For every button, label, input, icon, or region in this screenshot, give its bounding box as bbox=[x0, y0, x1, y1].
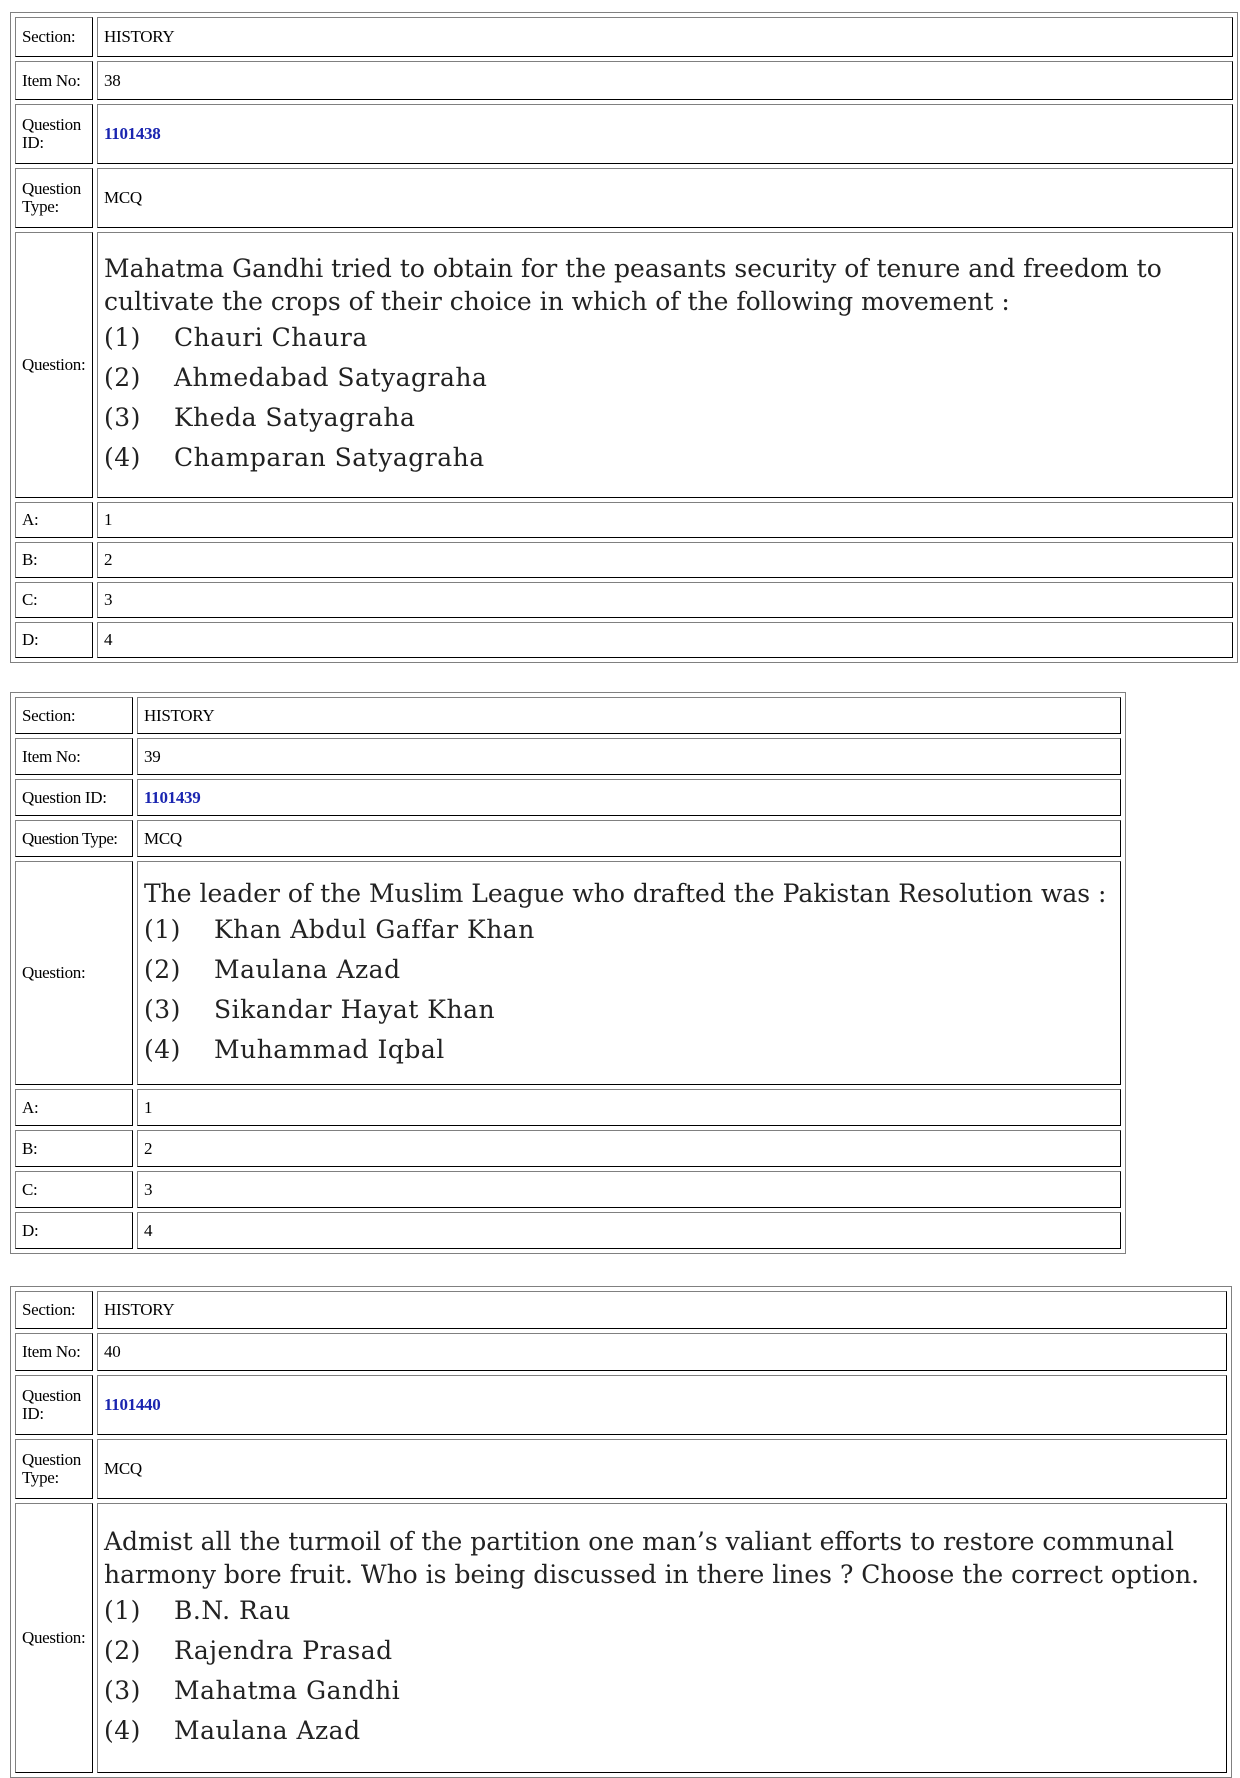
question-id-value: 1101440 bbox=[97, 1375, 1227, 1435]
section-value: HISTORY bbox=[97, 17, 1233, 57]
section-label: Section: bbox=[15, 17, 93, 57]
question-type-label: Question Type: bbox=[15, 168, 93, 228]
item-no-value: 38 bbox=[97, 61, 1233, 100]
question-id-value: 1101439 bbox=[137, 779, 1121, 816]
option-item: (1) B.N. Rau bbox=[104, 1596, 291, 1625]
answer-d-label: D: bbox=[15, 1212, 133, 1249]
question-type-value: MCQ bbox=[97, 1439, 1227, 1499]
question-label: Question: bbox=[15, 232, 93, 498]
option-item: (2) Ahmedabad Satyagraha bbox=[104, 363, 488, 392]
question-label: Question: bbox=[15, 1503, 93, 1773]
answer-a-value: 1 bbox=[137, 1089, 1121, 1126]
answer-d-value: 4 bbox=[137, 1212, 1121, 1249]
answer-d-label: D: bbox=[15, 622, 93, 658]
question-type-label: Question Type: bbox=[15, 820, 133, 857]
option-item: (2) Rajendra Prasad bbox=[104, 1636, 393, 1665]
question-text: Admist all the turmoil of the partition one man’s valiant efforts to restore communal harmony bore fruit. Who is being discussed in there lines ? Choose the correct option. bbox=[104, 1527, 1200, 1589]
answer-c-label: C: bbox=[15, 1171, 133, 1208]
answer-a-label: A: bbox=[15, 502, 93, 538]
question-body bbox=[97, 1503, 1227, 1773]
item-no-value: 40 bbox=[97, 1333, 1227, 1371]
question-card-39 bbox=[10, 692, 1126, 1254]
question-card-40 bbox=[10, 1286, 1232, 1778]
answer-c-value: 3 bbox=[137, 1171, 1121, 1208]
answer-b-value: 2 bbox=[97, 542, 1233, 578]
option-item: (4) Muhammad Iqbal bbox=[144, 1034, 445, 1064]
question-type-label: Question Type: bbox=[15, 1439, 93, 1499]
item-no-label: Item No: bbox=[15, 1333, 93, 1371]
question-body bbox=[97, 232, 1233, 498]
question-type-value: MCQ bbox=[137, 820, 1121, 857]
question-id-label: Question ID: bbox=[15, 104, 93, 164]
section-label: Section: bbox=[15, 1291, 93, 1329]
item-no-label: Item No: bbox=[15, 738, 133, 775]
answer-a-label: A: bbox=[15, 1089, 133, 1126]
option-item: (1) Khan Abdul Gaffar Khan bbox=[144, 914, 535, 944]
answer-a-value: 1 bbox=[97, 502, 1233, 538]
section-value: HISTORY bbox=[97, 1291, 1227, 1329]
answer-b-label: B: bbox=[15, 1130, 133, 1167]
answer-b-value: 2 bbox=[137, 1130, 1121, 1167]
option-item: (3) Mahatma Gandhi bbox=[104, 1676, 401, 1705]
option-item: (4) Champaran Satyagraha bbox=[104, 443, 485, 472]
option-item: (3) Kheda Satyagraha bbox=[104, 403, 416, 432]
answer-c-value: 3 bbox=[97, 582, 1233, 618]
item-no-value: 39 bbox=[137, 738, 1121, 775]
option-item: (3) Sikandar Hayat Khan bbox=[144, 994, 496, 1024]
section-value: HISTORY bbox=[137, 697, 1121, 734]
item-no-label: Item No: bbox=[15, 61, 93, 100]
option-item: (4) Maulana Azad bbox=[104, 1716, 361, 1745]
section-label: Section: bbox=[15, 697, 133, 734]
question-body bbox=[137, 861, 1121, 1085]
question-id-label: Question ID: bbox=[15, 779, 133, 816]
answer-b-label: B: bbox=[15, 542, 93, 578]
question-text: Mahatma Gandhi tried to obtain for the peasants security of tenure and freedom to cultivate the crops of their choice in which of the following movement : bbox=[104, 254, 1162, 316]
option-item: (1) Chauri Chaura bbox=[104, 323, 368, 352]
question-text: The leader of the Muslim League who drafted the Pakistan Resolution was : bbox=[144, 878, 1107, 908]
option-item: (2) Maulana Azad bbox=[144, 954, 401, 984]
question-id-label: Question ID: bbox=[15, 1375, 93, 1435]
question-label: Question: bbox=[15, 861, 133, 1085]
question-type-value: MCQ bbox=[97, 168, 1233, 228]
answer-d-value: 4 bbox=[97, 622, 1233, 658]
question-card-38 bbox=[10, 12, 1238, 663]
question-id-value: 1101438 bbox=[97, 104, 1233, 164]
answer-c-label: C: bbox=[15, 582, 93, 618]
